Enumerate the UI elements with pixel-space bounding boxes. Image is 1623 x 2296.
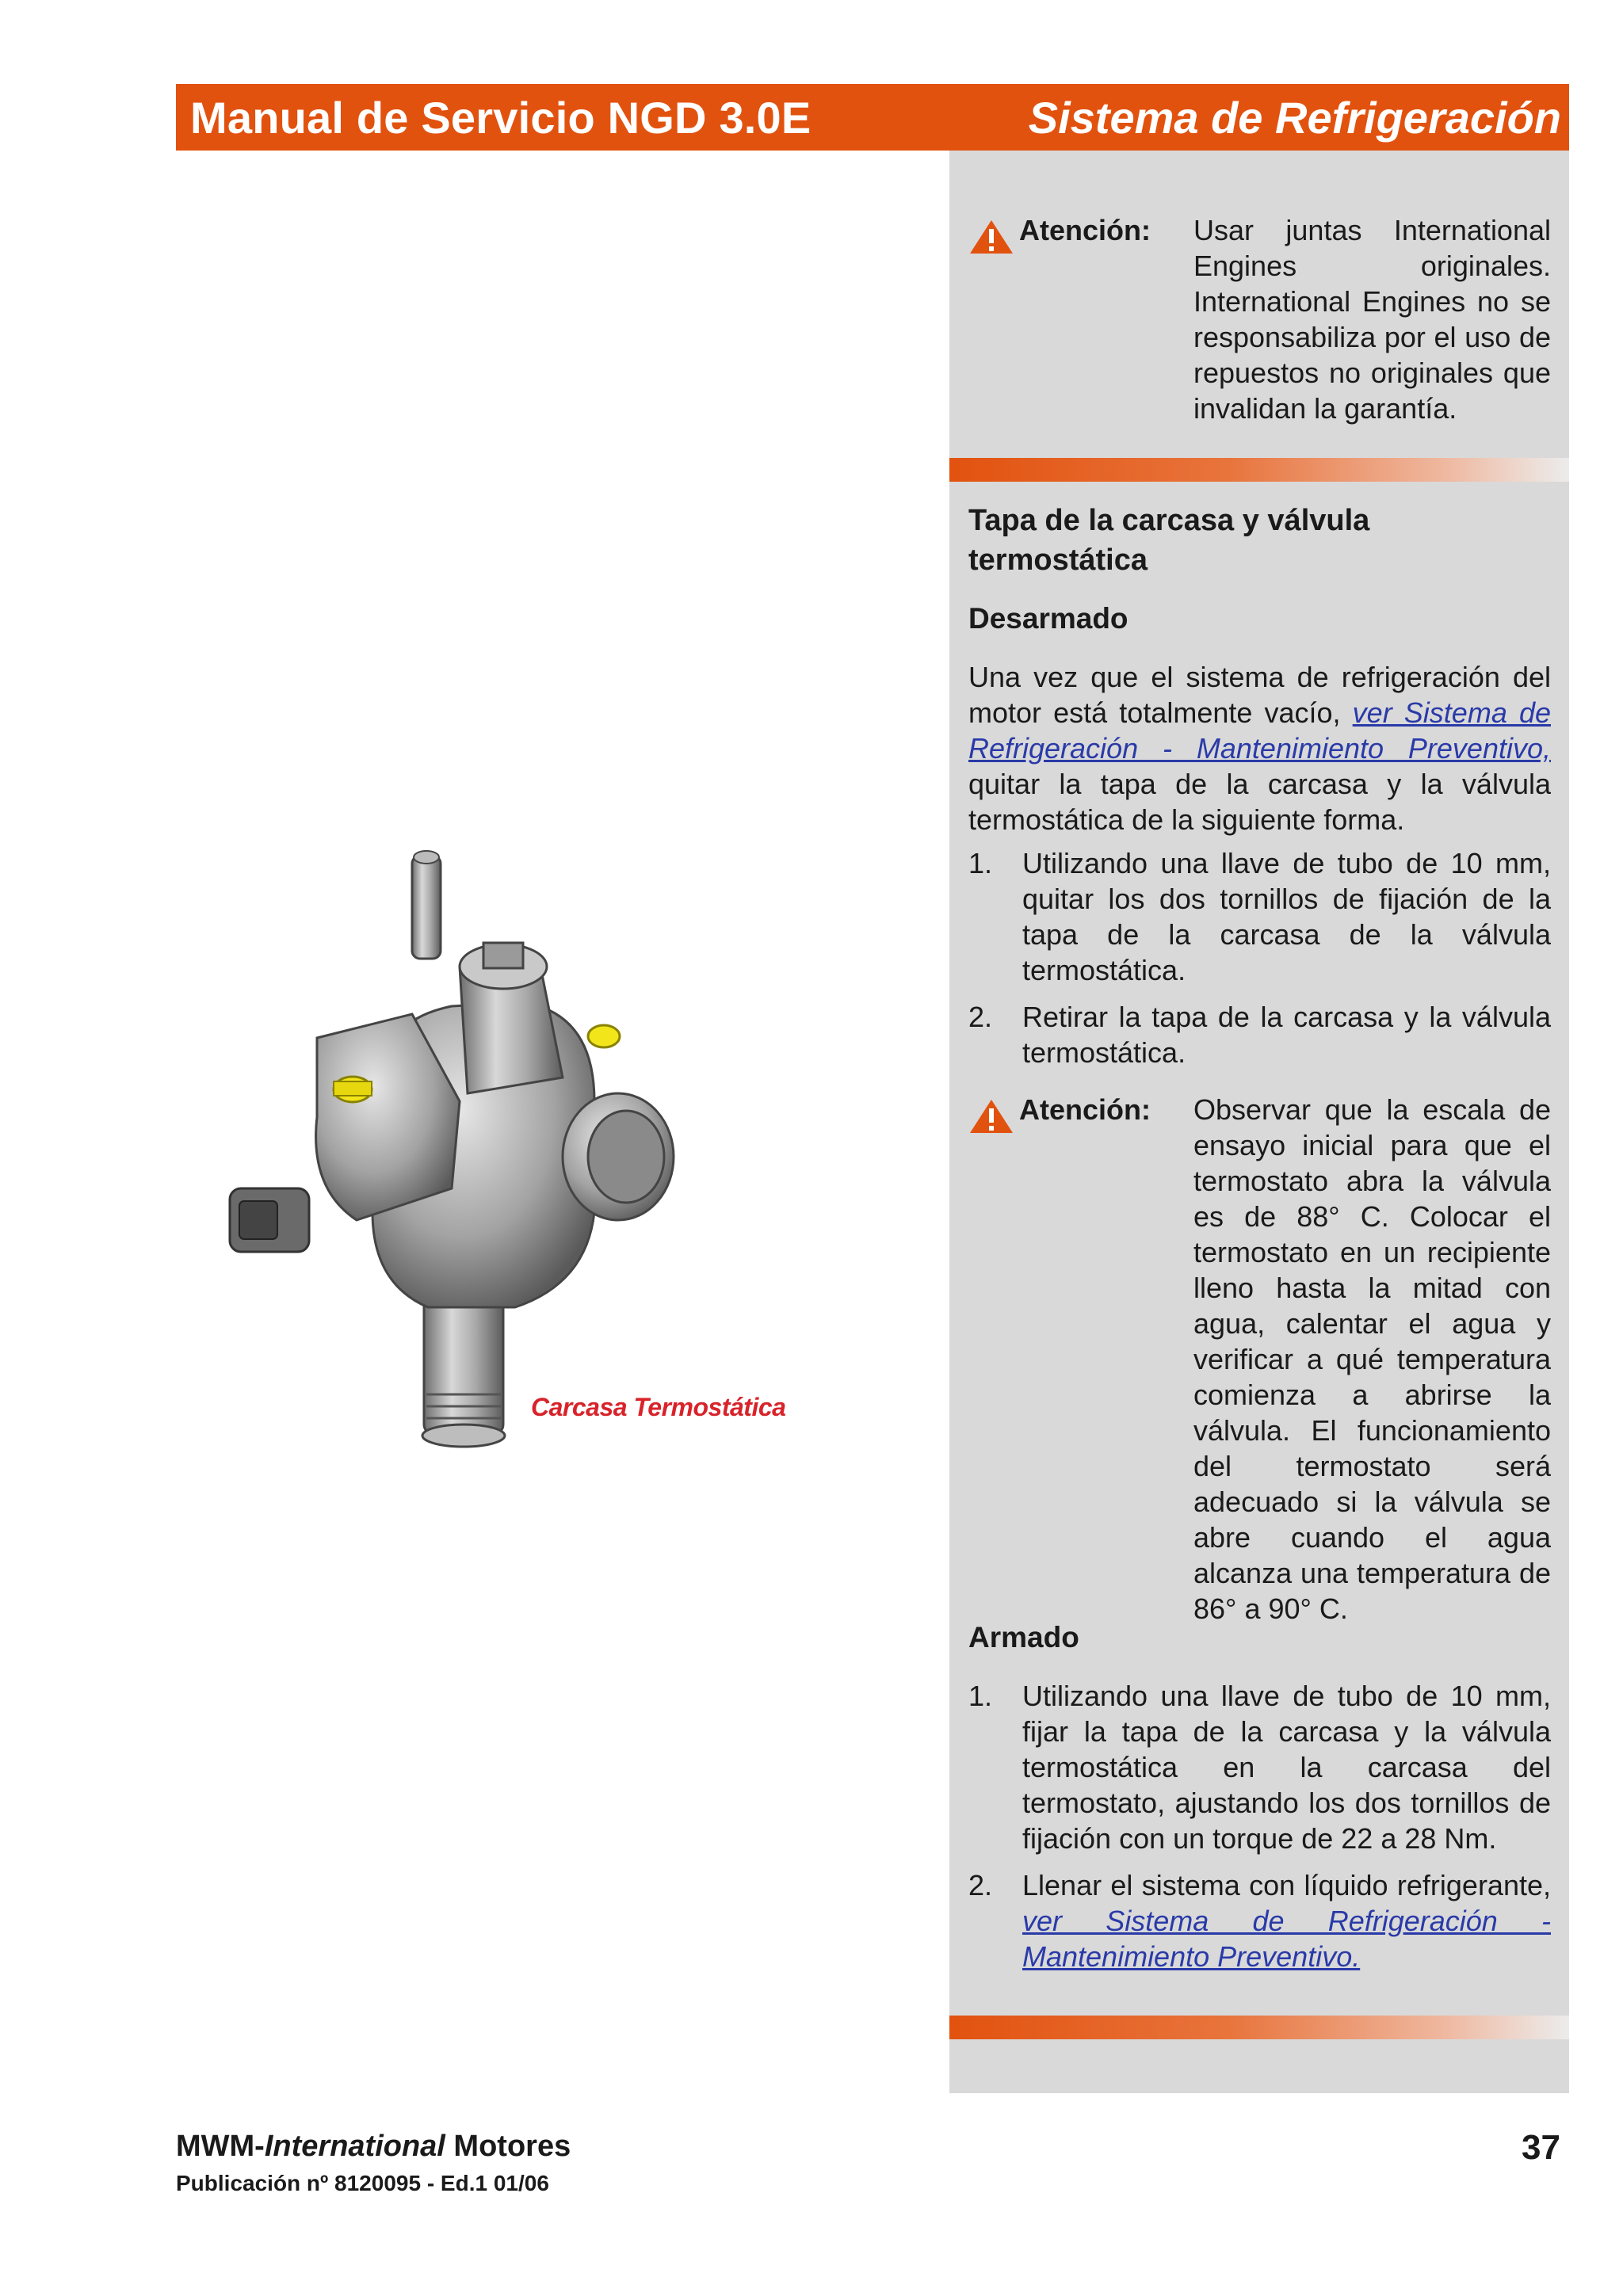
armado-block bbox=[968, 1619, 1551, 1974]
step-number: 1. bbox=[968, 1680, 993, 1712]
section-block bbox=[968, 501, 1551, 1070]
step-text: Utilizando una llave de tubo de 10 mm, fijar la tapa de la carcasa y la válvula termostática en la carcasa del termostato, ajustando los dos tornillos de fijación con un torque de 22 a 28 Nm. bbox=[1022, 1680, 1551, 1855]
brand-suffix: Motores bbox=[445, 2130, 571, 2163]
page-number: 37 bbox=[1522, 2128, 1560, 2167]
attention-note-2 bbox=[968, 1092, 1551, 1627]
step-text bbox=[1022, 1867, 1551, 1974]
section-heading: Tapa de la carcasa y válvula termostática bbox=[968, 504, 1370, 577]
figure-caption: Carcasa Termostática bbox=[531, 1393, 786, 1421]
step-text-start: Llenar el sistema con líquido refrigerante, bbox=[1022, 1869, 1551, 1901]
desarmado-intro bbox=[968, 659, 1551, 837]
thermostat-housing-illustration bbox=[222, 840, 682, 1474]
attention-text: Usar juntas International Engines originales. International Engines no se responsabiliza por el uso de repuestos no originales que invalidan la garantía. bbox=[1193, 214, 1551, 425]
brand-prefix: MWM- bbox=[176, 2130, 265, 2163]
step-text: Utilizando una llave de tubo de 10 mm, quitar los dos tornillos de fijación de la tapa de la carcasa de la válvula termostática. bbox=[1022, 847, 1551, 986]
publication-number: Publicación nº 8120095 - Ed.1 01/06 bbox=[176, 2171, 549, 2195]
warning-icon bbox=[968, 1098, 1014, 1135]
desarmado-steps bbox=[968, 845, 1551, 1070]
warning-icon bbox=[968, 219, 1014, 255]
link-mantenimiento-preventivo-2[interactable]: ver Sistema de Refrigeración - Mantenimiento Preventivo. bbox=[1022, 1905, 1551, 1973]
desarmado-heading: Desarmado bbox=[968, 602, 1128, 635]
section-divider-top bbox=[949, 458, 1569, 482]
section-divider-bottom bbox=[949, 2016, 1569, 2039]
armado-step bbox=[968, 1678, 1551, 1856]
footer-brand bbox=[176, 2130, 571, 2164]
step-number: 1. bbox=[968, 847, 993, 879]
attention-text: Observar que la escala de ensayo inicial para que el termostato abra la válvula es de 88° C. Colocar el termostato en un recipiente lleno hasta la mitad con agua, calentar el agua y verificar a qué temperatura comienza a abrirse la válvula. El funcionamiento del termostato será adecuado si la válvula se abre cuando el agua alcanza una temperatura de 86° a 90° C. bbox=[1193, 1093, 1551, 1625]
link-mantenimiento-preventivo-1[interactable]: ver Sistema de Refrigeración - Mantenimiento Preventivo, bbox=[968, 696, 1551, 765]
intro-text-end: quitar la tapa de la carcasa y la válvula termostática de la siguiente forma. bbox=[968, 768, 1551, 836]
armado-step bbox=[968, 1867, 1551, 1974]
step-number: 2. bbox=[968, 1869, 993, 1901]
step-number: 2. bbox=[968, 1001, 993, 1033]
section-title: Sistema de Refrigeración bbox=[1028, 92, 1561, 143]
attention-note-1 bbox=[968, 212, 1551, 426]
desarmado-step bbox=[968, 999, 1551, 1070]
intro-text: Una vez que el sistema de refrigeración del motor está totalmente vacío, bbox=[968, 661, 1551, 729]
brand-italic: International bbox=[264, 2130, 445, 2163]
step-text: Retirar la tapa de la carcasa y la válvula termostática. bbox=[1022, 1001, 1551, 1069]
armado-heading: Armado bbox=[968, 1621, 1079, 1653]
armado-steps bbox=[968, 1678, 1551, 1974]
attention-label: Atención: bbox=[1019, 1093, 1151, 1126]
manual-title: Manual de Servicio NGD 3.0E bbox=[190, 92, 812, 143]
attention-label: Atención: bbox=[1019, 214, 1151, 246]
desarmado-step bbox=[968, 845, 1551, 988]
page-header bbox=[176, 84, 1569, 151]
